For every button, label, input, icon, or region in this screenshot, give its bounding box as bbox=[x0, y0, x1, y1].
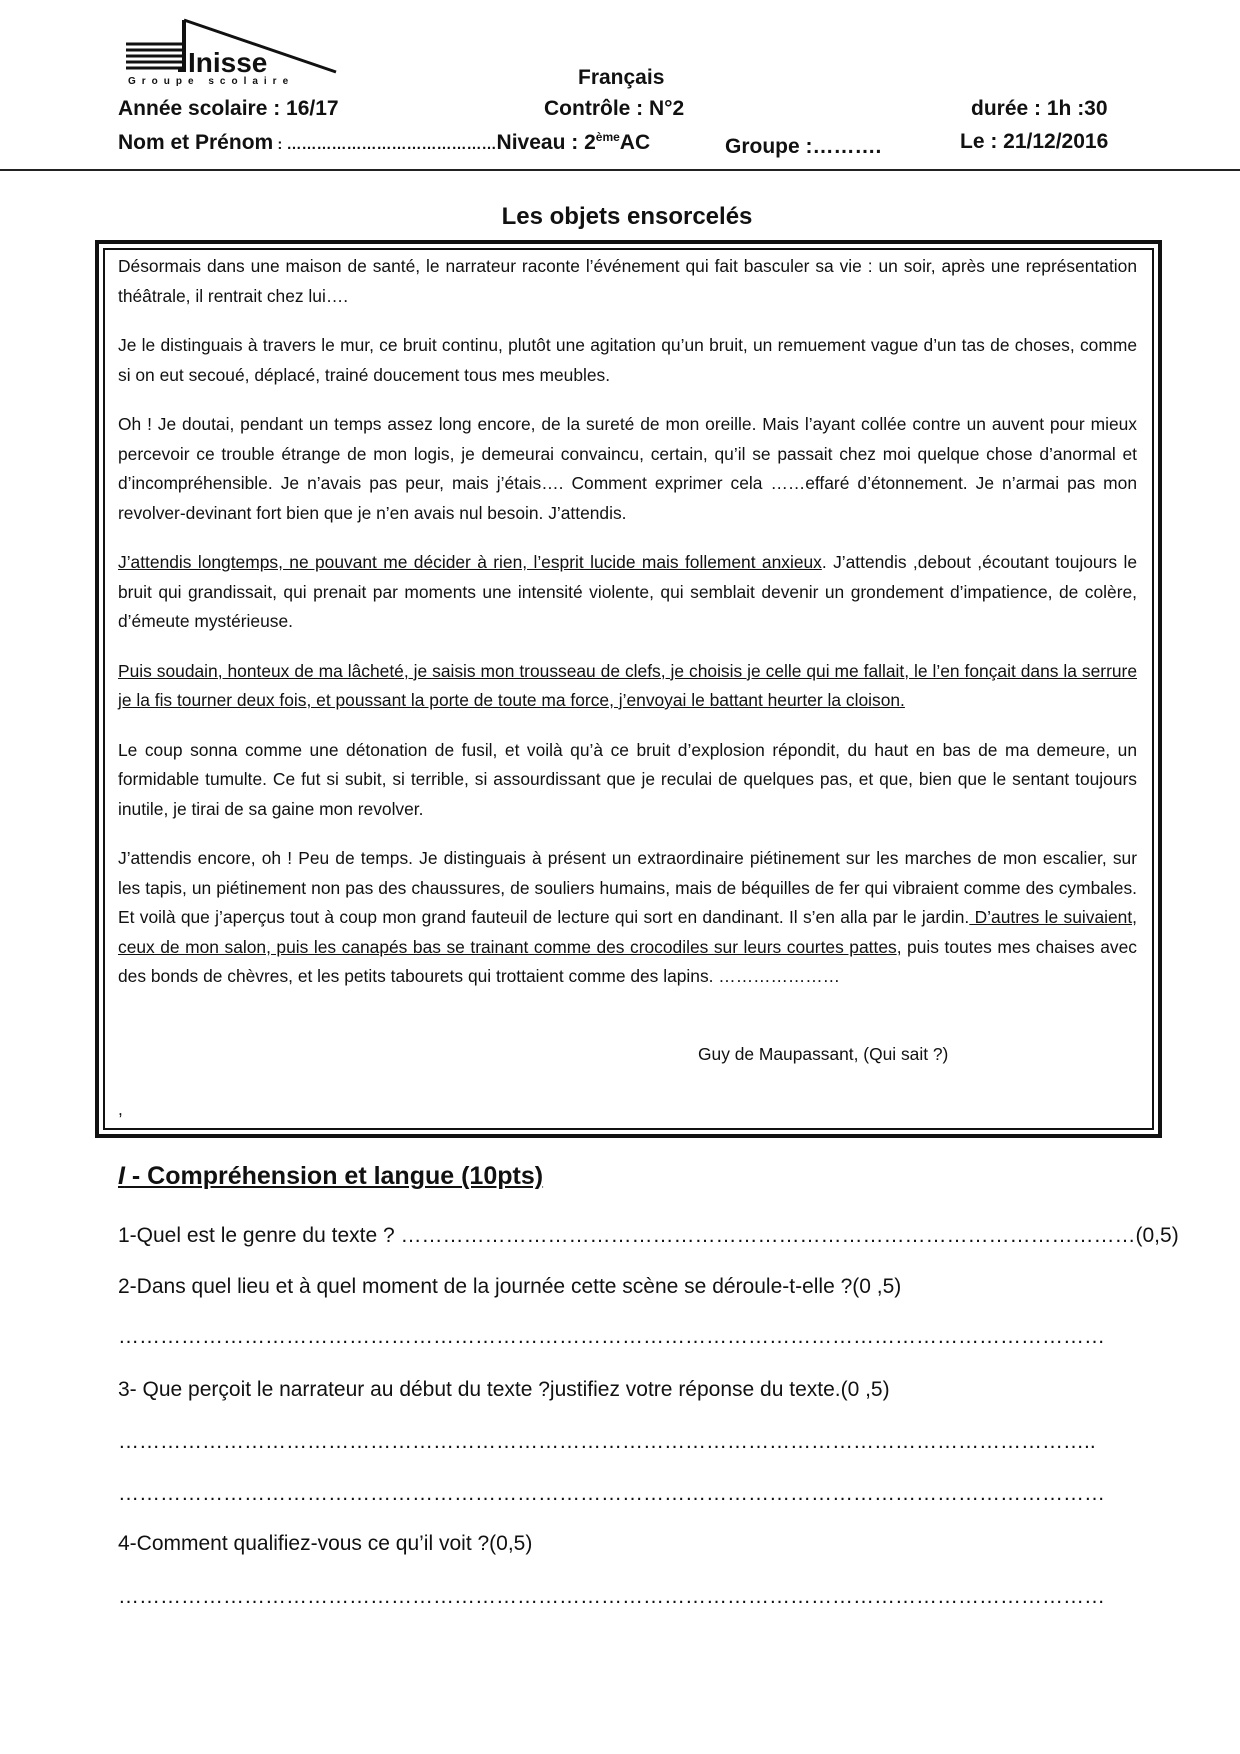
underlined-passage-2: Puis soudain, honteux de ma lâcheté, je saisis mon trousseau de clefs, je choisis je celle qui me fallait, le l’en fonçait dans la serrure je la fis tourner deux fois, et poussant la porte de toute ma force, j’envoyai le battant heurter la cloison. bbox=[118, 660, 1137, 710]
group-label: Groupe :………. bbox=[725, 135, 882, 158]
answer-line-3a[interactable]: ………………………………………………………………………………………………………………………….. bbox=[118, 1430, 1096, 1453]
section-number: I bbox=[118, 1162, 125, 1190]
underlined-passage-3: D’autres le suivaient, ceux de mon salon, puis les canapés bas se trainant comme des crocodiles sur leurs courtes pattes bbox=[118, 907, 1137, 957]
paragraph-7-start: J’attendis encore, oh ! Peu de temps. Je distinguais à présent un extraordinaire piétinement sur les marches de mon escalier, sur les tapis, un piétinement non pas des chaussures, de souliers humains, mais de béquilles de fer qui vibraient comme des cymbales. Et voilà que j’aperçus tout à coup mon grand fauteuil de lecture qui sort en dandinant. Il s’en alla par le jardin. bbox=[118, 848, 1137, 927]
name-blank[interactable]: : …………………………………… bbox=[273, 136, 497, 153]
question-2: 2-Dans quel lieu et à quel moment de la journée cette scène se déroule-t-elle ?(0 ,5) bbox=[118, 1275, 902, 1298]
answer-line-2[interactable]: …………………………………………………………………………………………………………………………… bbox=[118, 1325, 1105, 1348]
answer-line-3b[interactable]: …………………………………………………………………………………………………………………………… bbox=[118, 1482, 1105, 1505]
level-suffix: AC bbox=[619, 131, 651, 154]
section-heading bbox=[118, 1162, 543, 1191]
question-1: 1-Quel est le genre du texte ? ……………………………………………………………………………………………(0,5) bbox=[118, 1224, 1179, 1247]
question-4: 4-Comment qualifiez-vous ce qu’il voit ?(0,5) bbox=[118, 1532, 533, 1555]
header-divider bbox=[0, 169, 1240, 171]
logo-name: Inisse bbox=[188, 47, 268, 78]
paragraph-3: Oh ! Je doutai, pendant un temps assez long encore, de la sureté de mon oreille. Mais l’ayant collée contre un auvent pour mieux percevoir ce trouble étrange de mon logis, je demeurai convaincu, certain, qu’il se passait chez moi quelque chose d’anormal et d’incompréhensible. Je n’avais pas peur, mais j’étais…. Comment exprimer cela ……effaré d’étonnement. Je n’armai pas mon revolver-devinant fort bien que je n’en avais nul besoin. J’attendis. bbox=[118, 414, 1137, 523]
answer-line-4[interactable]: …………………………………………………………………………………………………………………………… bbox=[118, 1585, 1105, 1608]
section-title: - Compréhension et langue (10pts) bbox=[124, 1162, 544, 1190]
school-logo bbox=[122, 16, 352, 88]
logo-subtitle: Groupe scolaire bbox=[128, 76, 295, 87]
underlined-passage-1: J’attendis longtemps, ne pouvant me décider à rien, l’esprit lucide mais follement anxieux bbox=[118, 552, 822, 572]
paragraph-4-rest: . J’attendis ,debout ,écoutant toujours le bruit qui grandissait, qui prenait par moments une intensité violente, qui semblait devenir un grondement d’impatience, de colère, d’émeute mystérieuse. bbox=[118, 552, 1138, 631]
logo-stripes-icon bbox=[126, 44, 182, 68]
question-3: 3- Que perçoit le narrateur au début du texte ?justifiez votre réponse du texte.(0 ,5) bbox=[118, 1378, 890, 1401]
subject-label: Français bbox=[578, 66, 665, 89]
paragraph-1: Désormais dans une maison de santé, le narrateur raconte l’événement qui fait basculer sa vie : un soir, après une représentation théâtrale, il rentrait chez lui…. bbox=[118, 256, 1137, 306]
name-label: Nom et Prénom bbox=[118, 131, 274, 154]
student-name-row bbox=[118, 130, 650, 155]
paragraph-4 bbox=[118, 548, 1137, 637]
level-label bbox=[497, 131, 651, 154]
level-sup: ème bbox=[595, 130, 620, 144]
stray-comma: , bbox=[118, 1099, 123, 1119]
paragraph-6: Le coup sonna comme une détonation de fusil, et voilà qu’à ce bruit d’explosion répondit, du haut en bas de ma demeure, un formidable tumulte. Ce fut si subit, si terrible, si assourdissant que je reculai de quelques pas, et que, bien que le sentant toujours inutile, je tirai de sa gaine mon revolver. bbox=[118, 739, 1137, 819]
paragraph-2: Je le distinguais à travers le mur, ce bruit continu, plutôt une agitation qu’un bruit, un remuement vague d’un tas de choses, comme si on eut secoué, déplacé, trainé doucement tous mes meubles. bbox=[118, 335, 1137, 385]
paragraph-5 bbox=[118, 657, 1137, 716]
paragraph-7-end: , puis toutes mes chaises avec des bonds de chèvres, et les petits tabourets qui trottaient comme des lapins. ………………… bbox=[118, 936, 1137, 986]
exam-number: Contrôle : N°2 bbox=[544, 97, 685, 120]
text-title: Les objets ensorcelés bbox=[501, 203, 753, 230]
exam-date: Le : 21/12/2016 bbox=[960, 130, 1109, 153]
paragraph-7 bbox=[118, 844, 1137, 992]
author-credit: Guy de Maupassant, (Qui sait ?) bbox=[698, 1044, 949, 1064]
passage bbox=[118, 252, 1137, 1012]
exam-duration: durée : 1h :30 bbox=[971, 97, 1108, 120]
level-prefix: Niveau : 2 bbox=[496, 131, 596, 154]
school-year: Année scolaire : 16/17 bbox=[118, 97, 339, 120]
